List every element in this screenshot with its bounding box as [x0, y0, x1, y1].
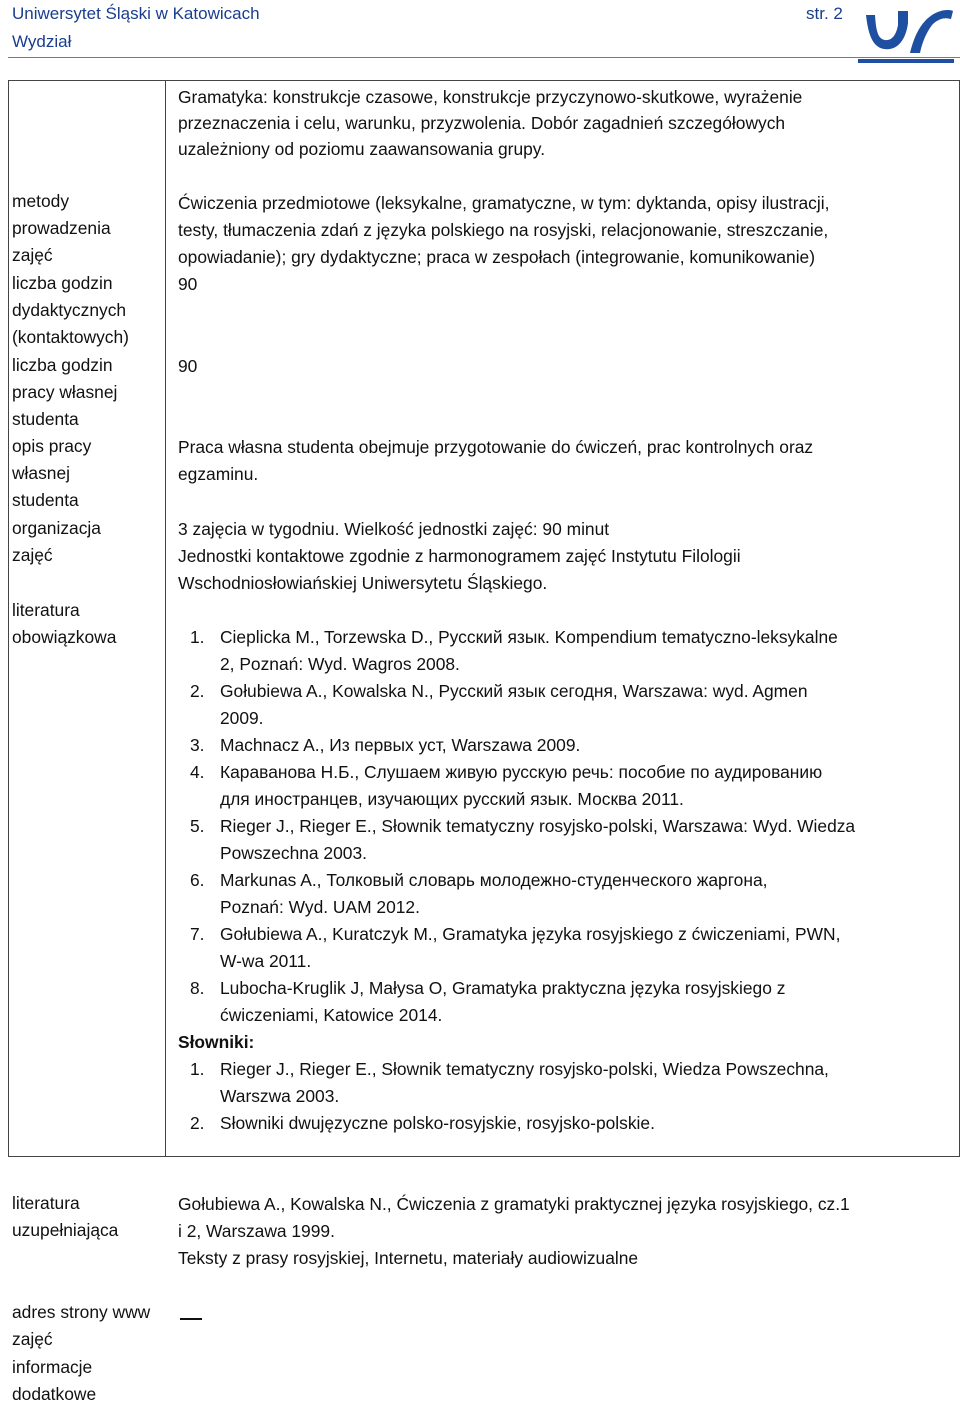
list-item-text: W-wa 2011.: [220, 951, 312, 971]
dictionaries-heading: Słowniki:: [178, 1032, 255, 1052]
list-item-text: Rieger J., Rieger E., Słownik tematyczny rosyjsko-polski, Wiedza Powszechna,: [220, 1059, 829, 1079]
organization-line: Jednostki kontaktowe zgodnie z harmonogramem zajęć Instytutu Filologii: [178, 546, 741, 566]
university-name: Uniwersytet Śląski w Katowicach: [12, 4, 260, 23]
page-number: str. 2: [806, 4, 843, 23]
list-item-text: Słowniki dwujęzyczne polsko-rosyjskie, rosyjsko-polskie.: [220, 1113, 655, 1133]
university-logo: [858, 3, 954, 63]
list-item-text: Poznań: Wyd. UAM 2012.: [220, 897, 420, 917]
list-item-number: 2.: [190, 1113, 205, 1133]
supplementary-line: Gołubiewa A., Kowalska N., Ćwiczenia z gramatyki praktycznej języka rosyjskiego, cz.1: [178, 1194, 850, 1214]
list-item-text: 2, Poznań: Wyd. Wagros 2008.: [220, 654, 460, 674]
header-rule: [8, 57, 960, 58]
label-literature: literatura obowiązkowa: [12, 600, 117, 648]
list-item-text: Cieplicka M., Torzewska D., Русский язык. Kompendium tematyczno-leksykalne: [220, 627, 838, 647]
label-website: adres strony www zajęć: [12, 1302, 151, 1350]
label-additional-info: informacje dodatkowe: [12, 1357, 97, 1405]
list-item-text: Machnacz A., Из первых уст, Warszawa 2009.: [220, 735, 581, 755]
list-item-text: Powszechna 2003.: [220, 843, 367, 863]
methods-line: testy, tłumaczenia zdań z języka polskiego na rosyjski, relacjonowanie, streszczanie,: [178, 220, 829, 240]
methods-line: opowiadanie); gry dydaktyczne; praca w zespołach (integrowanie, komunikowanie): [178, 247, 816, 267]
hours-contact-value: 90: [178, 274, 198, 294]
grammar-line: uzależniony od poziomu zaawansowania grupy.: [178, 139, 546, 159]
table-left-border: [8, 80, 9, 1156]
list-item-text: 2009.: [220, 708, 264, 728]
list-item-number: 1.: [190, 627, 205, 647]
list-item-text: Gołubiewa A., Kowalska N., Русский язык сегодня, Warszawa: wyd. Agmen: [220, 681, 808, 701]
label-supplementary-literature: literatura uzupełniająca: [12, 1193, 119, 1241]
grammar-line: przeznaczenia i celu, warunku, przyzwolenia. Dobór zagadnień szczegółowych: [178, 113, 786, 133]
label-own-work: opis pracy własnej studenta: [12, 436, 92, 511]
label-hours-contact: liczba godzin dydaktycznych (kontaktowych): [12, 273, 129, 348]
list-item-number: 1.: [190, 1059, 205, 1079]
organization-line: Wschodniosłowiańskiej Uniwersytetu Śląskiego.: [178, 573, 548, 593]
table-column-divider: [165, 80, 166, 1156]
list-item-number: 8.: [190, 978, 205, 998]
list-item-number: 2.: [190, 681, 205, 701]
list-item-text: Lubocha-Kruglik J, Małysa O, Gramatyka praktyczna języka rosyjskiego z: [220, 978, 786, 998]
list-item-text: Rieger J., Rieger E., Słownik tematyczny rosyjsko-polski, Warszawa: Wyd. Wiedza: [220, 816, 856, 836]
list-item-text: Gołubiewa A., Kuratczyk M., Gramatyka języka rosyjskiego z ćwiczeniami, PWN,: [220, 924, 841, 944]
label-hours-own: liczba godzin pracy własnej studenta: [12, 355, 118, 430]
table-bottom-border: [8, 1156, 960, 1157]
own-work-line: Praca własna studenta obejmuje przygotowanie do ćwiczeń, prac kontrolnych oraz: [178, 437, 814, 457]
faculty-name: Wydział: [12, 32, 72, 51]
list-item-number: 5.: [190, 816, 205, 836]
methods-line: Ćwiczenia przedmiotowe (leksykalne, gramatyczne, w tym: dyktanda, opisy ilustracji,: [178, 193, 830, 213]
list-item-text: Warszwa 2003.: [220, 1086, 340, 1106]
label-metody: metody prowadzenia zajęć: [12, 191, 111, 266]
list-item-number: 3.: [190, 735, 205, 755]
list-item-number: 7.: [190, 924, 205, 944]
table-top-border: [8, 80, 960, 81]
hours-own-value: 90: [178, 356, 198, 376]
organization-line: 3 zajęcia w tygodniu. Wielkość jednostki zajęć: 90 minut: [178, 519, 610, 539]
website-empty-dash: [180, 1318, 202, 1320]
label-organization: organizacja zajęć: [12, 518, 101, 566]
list-item-text: ćwiczeniami, Katowice 2014.: [220, 1005, 443, 1025]
grammar-line: Gramatyka: konstrukcje czasowe, konstrukcje przyczynowo-skutkowe, wyrażenie: [178, 87, 803, 107]
supplementary-line: Teksty z prasy rosyjskiej, Internetu, materiały audiowizualne: [178, 1248, 639, 1268]
own-work-line: egzaminu.: [178, 464, 259, 484]
list-item-text: для иностранцев, изучающих русский язык. Москва 2011.: [220, 789, 684, 809]
list-item-number: 6.: [190, 870, 205, 890]
list-item-text: Markunas A., Толковый словарь молодежно-студенческого жаргона,: [220, 870, 768, 890]
list-item-number: 4.: [190, 762, 205, 782]
list-item-text: Караванова Н.Б., Слушаем живую русскую речь: пособие по аудированию: [220, 762, 823, 782]
supplementary-line: i 2, Warszawa 1999.: [178, 1221, 335, 1241]
